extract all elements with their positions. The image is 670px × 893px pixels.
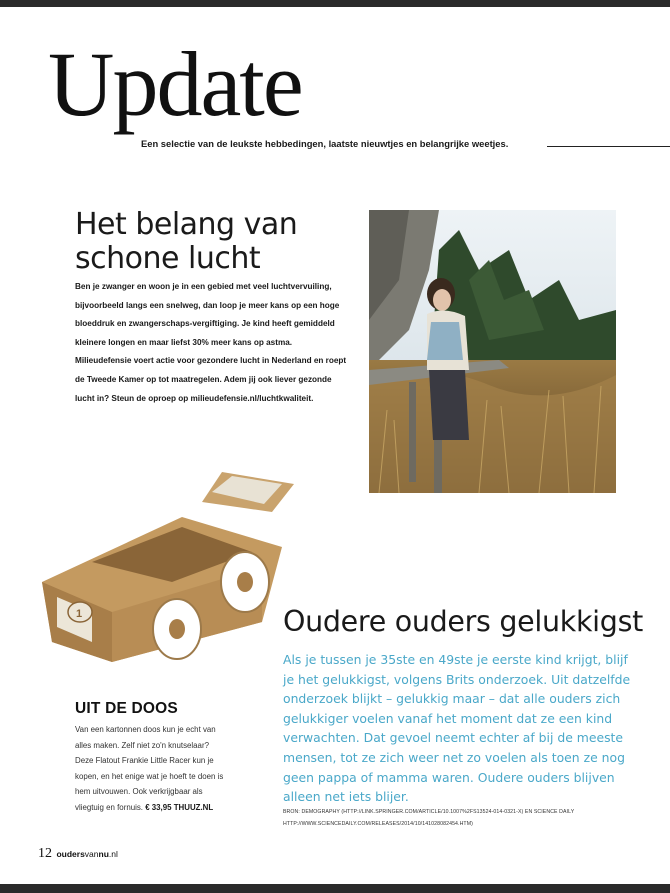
ouders-article-body: Als je tussen je 35ste en 49ste je eerste kind krijgt, blijf je het gelukkigst, volgens Brits onderzoek. Uit datzelfde onderzoek blijkt – gelukkig maar – dat alle ouders zich gelukkiger voelen vanaf het moment dat ze een kind verwachten. Dat gevoel neemt echter af bij de meeste mensen, tot ze zich weer net zo voelen als toen ze nog geen pappa of mamma waren. Oudere ouders blijven alleen net iets blijer.: [283, 652, 631, 805]
page-footer: [38, 844, 118, 862]
ouders-article-title: Oudere ouders gelukkigst: [283, 605, 644, 638]
doos-article-body: [75, 722, 225, 815]
cardboard-racer-image: [32, 462, 297, 672]
page-title: Update: [48, 33, 302, 135]
page-number: 12: [38, 846, 52, 861]
magazine-name: oudersvannu.nl: [56, 849, 118, 859]
lucht-title-line2: schone lucht: [75, 241, 261, 276]
pregnant-woman-photo: [369, 210, 616, 493]
bottom-bar: [0, 884, 670, 893]
lucht-article-title: [75, 208, 297, 276]
top-bar: [0, 0, 670, 7]
svg-text:1: 1: [76, 608, 83, 620]
strapline: Een selectie van de leukste hebbedingen, laatste nieuwtjes en belangrijke weetjes.: [141, 138, 509, 149]
doos-article-title: UIT DE DOOS: [75, 700, 178, 717]
doos-price: € 33,95 THUUZ.NL: [145, 802, 214, 812]
source-note: BRON: DEMOGRAPHY (HTTP://LINK.SPRINGER.COM/ARTICLE/10.1007%2FS13524-014-0321-X) EN SCIENCE DAILY HTTP://WWW.SCIENCEDAILY.COM/RELEASES/2014/10/141028082454.HTM): [283, 809, 575, 827]
strapline-rule: [547, 146, 670, 147]
doos-body-text: Van een kartonnen doos kun je echt van alles maken. Zelf niet zo'n knutselaar? Deze Flatout Frankie Little Racer kun je kopen, en het enige wat je hoeft te doen is hem uitvouwen. Ook verkrijgbaar als vliegtuig en fornuis.: [75, 725, 224, 812]
lucht-title-line1: Het belang van: [75, 207, 298, 242]
lucht-article-body: Ben je zwanger en woon je in een gebied met veel luchtvervuiling, bijvoorbeeld langs een snelweg, dan loop je meer kans op een hoge bloeddruk en zwangerschaps-vergiftiging. Je kind heeft gemiddeld kleinere longen en maar liefst 30% meer kans op astma. Milieudefensie voert actie voor gezondere lucht in Nederland en roept de Tweede Kamer op tot maatregelen. Adem jij ook liever gezonde lucht in? Steun de oproep op milieudefensie.nl/luchtkwaliteit.: [75, 282, 347, 403]
